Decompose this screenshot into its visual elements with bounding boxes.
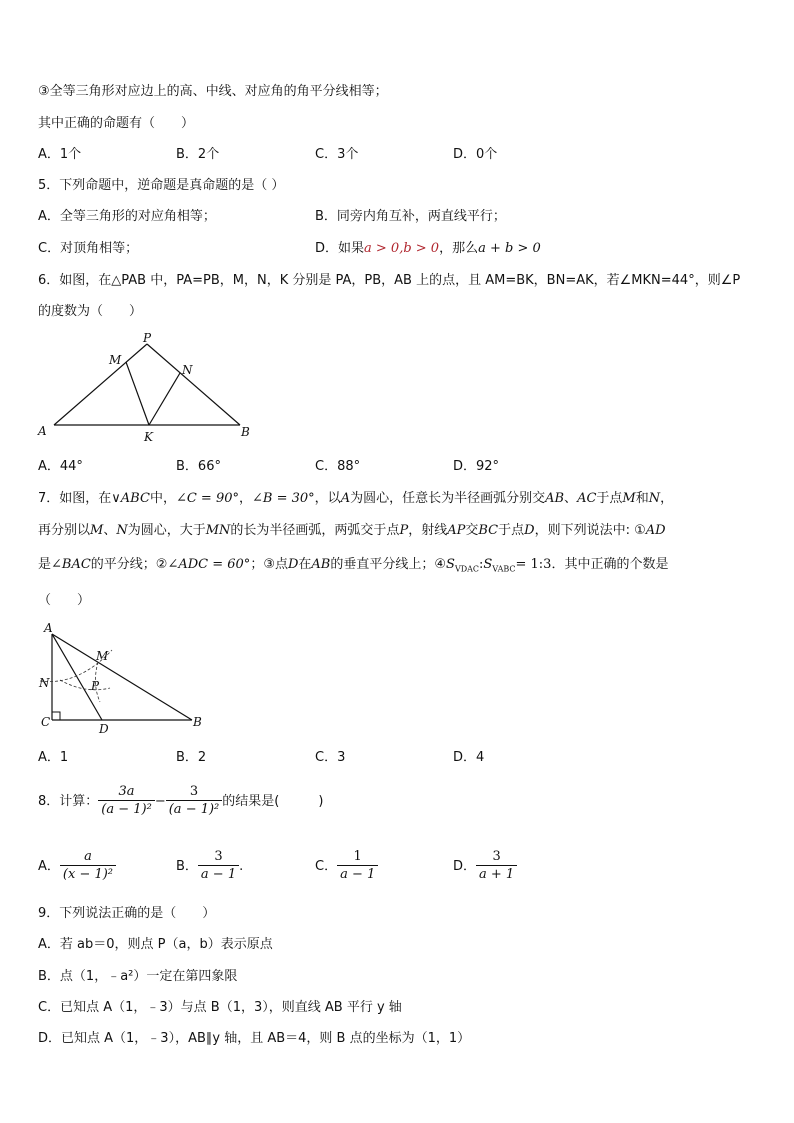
q7-text: ，以: [314, 491, 341, 506]
q6-side-pa: [54, 344, 147, 425]
q7-segment-bc: BC: [478, 523, 499, 538]
q7-option-a: A．1: [38, 750, 69, 765]
q8-option-b-label: B．: [176, 859, 198, 874]
q7-area-symbol: S: [446, 557, 455, 572]
q7-point-m: M: [622, 491, 636, 506]
q7-ray-ap: AP: [447, 523, 466, 538]
q8-option-a-denominator: (x − 1)²: [60, 865, 116, 884]
q8-option-b-numerator: 3: [214, 849, 223, 864]
q7-text: :: [479, 557, 484, 572]
q5-stem: 5．下列命题中，逆命题是真命题的是（ ）: [38, 178, 285, 193]
q8-fraction-1: [98, 784, 155, 819]
q8-fraction-2-numerator: 3: [189, 784, 199, 799]
q7-triangle-figure: [30, 620, 210, 740]
q7-triangle-abc: ∨ABC: [111, 491, 150, 506]
q6-label-b: B: [241, 425, 250, 439]
q6-side-pb: [147, 344, 240, 425]
q5-option-d-prefix: D．如果: [315, 241, 365, 256]
q6-option-d: D．92°: [453, 459, 500, 474]
q7-arc-center-m: [60, 680, 110, 690]
q7-stem-line2: [38, 522, 666, 540]
q7-text: 的垂直平分线上；④: [330, 557, 447, 572]
q6-stem-line2: 的度数为（ ）: [38, 304, 143, 319]
q7-point-m: M: [90, 523, 104, 538]
q8-option-b: [176, 847, 243, 887]
q8-option-c-denominator: a − 1: [337, 865, 378, 884]
q7-text: ；③点: [250, 557, 288, 572]
q7-right-angle-mark: [52, 712, 60, 720]
q7-text: 是: [38, 557, 52, 572]
q7-text: ．其中正确的个数是: [551, 557, 669, 572]
q3-prompt: 其中正确的命题有（ ）: [38, 116, 195, 131]
q7-angle-b: ∠B = 30°: [252, 491, 315, 506]
q7-point-d: D: [287, 557, 299, 572]
q7-segment-ab: AB: [545, 491, 565, 506]
q3-option-d: D．0个: [453, 147, 498, 162]
q7-text: 、: [103, 523, 117, 538]
q7-text: 、: [564, 491, 578, 506]
q7-label-p: P: [91, 679, 100, 693]
q7-segment-mn: MN: [205, 523, 231, 538]
q8-stem: [38, 782, 323, 822]
q8-option-b-tail: .: [239, 859, 244, 874]
q7-text: ，则下列说法中: ①: [534, 523, 646, 538]
q8-option-d-denominator: a + 1: [476, 865, 517, 884]
q8-suffix: 的结果是( ): [222, 794, 324, 809]
q8-option-a: [38, 847, 116, 887]
q8-fraction-2-denominator: (a − 1)²: [166, 800, 223, 819]
q8-option-a-numerator: a: [84, 849, 92, 864]
q6-option-c: C．88°: [315, 459, 361, 474]
q7-area-symbol: S: [483, 557, 493, 572]
q7-label-b: B: [193, 715, 202, 729]
q7-point-n: N: [648, 491, 661, 506]
q5-option-d-condition: a > 0,b > 0: [364, 241, 440, 256]
q7-stem-line3: [38, 556, 668, 579]
q8-minus: −: [154, 794, 166, 809]
q8-fraction-1-denominator: (a − 1)²: [98, 800, 155, 819]
q3-statement-3: ③全等三角形对应边上的高、中线、对应角的角平分线相等；: [38, 84, 388, 99]
q7-option-c: C．3: [315, 750, 346, 765]
q7-text: ，: [239, 491, 253, 506]
q8-option-c: [315, 847, 378, 887]
q8-fraction-2: [166, 784, 223, 819]
q3-option-a: A．1个: [38, 147, 82, 162]
q8-option-d-label: D．: [453, 859, 477, 874]
q8-option-a-label: A．: [38, 859, 60, 874]
q6-segment-kn: [149, 373, 180, 425]
q9-option-d: D．已知点 A（1，﹣3），AB∥y 轴，且 AB＝4，则 B 点的坐标为（1，1）: [38, 1031, 471, 1046]
q6-triangle-figure: [30, 330, 255, 445]
q7-segment-ac: AC: [577, 491, 597, 506]
q8-option-b-denominator: a − 1: [198, 865, 239, 884]
q9-option-c: C．已知点 A（1，﹣3）与点 B（1，3），则直线 AB 平行 y 轴: [38, 1000, 402, 1015]
q7-point-d: D: [524, 523, 535, 538]
q6-option-a: A．44°: [38, 459, 83, 474]
q7-segment-ad: AD: [645, 523, 666, 538]
q9-stem: 9．下列说法正确的是（ ）: [38, 906, 216, 921]
q5-option-b: B．同旁内角互补，两直线平行；: [315, 209, 506, 224]
q7-option-b: B．2: [176, 750, 207, 765]
q7-stem-line4: （ ）: [38, 593, 91, 608]
q7-text: 中，: [149, 491, 176, 506]
q7-text: 的平分线；②: [90, 557, 168, 572]
q7-label-a: A: [44, 621, 53, 635]
q5-option-d-conclusion: a + b > 0: [478, 241, 541, 256]
q6-label-a: A: [38, 424, 47, 438]
q7-text: ，: [660, 491, 674, 506]
q7-option-d: D．4: [453, 750, 485, 765]
q7-label-m: M: [96, 649, 109, 663]
q6-segment-mk: [126, 362, 149, 425]
q5-option-d-mid: ，那么: [439, 241, 479, 256]
q3-option-c: C．3个: [315, 147, 359, 162]
q7-text: 于点: [596, 491, 623, 506]
q6-stem-line1: 6．如图，在△PAB 中，PA=PB，M，N，K 分别是 PA，PB，AB 上的点，且 AM=BK，BN=AK，若∠MKN=44°，则∠P: [38, 273, 741, 288]
q7-text: 的长为半径画弧，两弧交于点: [230, 523, 400, 538]
q7-point-p: P: [399, 523, 409, 538]
q6-label-n: N: [182, 363, 193, 377]
q8-option-d: [453, 847, 517, 887]
q7-label-c: C: [41, 715, 51, 729]
q8-option-d-fraction: [476, 849, 517, 884]
q7-text: 为圆心，大于: [127, 523, 206, 538]
q7-label-d: D: [99, 722, 109, 736]
q7-ray-ad: [52, 634, 102, 720]
q7-text: 为圆心，任意长为半径画弧分别交: [350, 491, 546, 506]
q6-label-m: M: [109, 353, 122, 367]
q7-label-n: N: [39, 676, 50, 690]
q8-option-c-numerator: 1: [353, 849, 362, 864]
q7-point-a: A: [340, 491, 351, 506]
q7-angle-c: ∠C = 90°: [175, 491, 239, 506]
q7-text: 7．如图，在: [38, 491, 112, 506]
q7-text: 于点: [498, 523, 525, 538]
q7-text: ，射线: [408, 523, 448, 538]
q6-option-b: B．66°: [176, 459, 221, 474]
q7-area-subscript: VDAC: [454, 564, 480, 574]
q7-text: 在: [298, 557, 312, 572]
q5-option-a: A．全等三角形的对应角相等；: [38, 209, 216, 224]
q7-ratio: = 1:3: [515, 557, 552, 572]
q7-segment-ab: AB: [311, 557, 331, 572]
q8-fraction-1-numerator: 3a: [118, 784, 135, 799]
q6-label-p: P: [143, 331, 152, 345]
q7-text: 再分别以: [38, 523, 91, 538]
q8-option-b-fraction: [198, 849, 239, 884]
q7-area-subscript: VABC: [492, 564, 516, 574]
q5-option-c: C．对顶角相等；: [38, 241, 139, 256]
q9-option-a: A．若 ab＝0，则点 P（a，b）表示原点: [38, 937, 273, 952]
q7-angle-bac: ∠BAC: [51, 557, 91, 572]
q7-stem-line1: [38, 490, 673, 508]
q7-angle-adc: ∠ADC = 60°: [167, 557, 251, 572]
q3-option-b: B．2个: [176, 147, 220, 162]
q7-text: 和: [635, 491, 649, 506]
q8-option-c-fraction: [337, 849, 378, 884]
q5-option-d: [315, 240, 541, 258]
q7-text: 交: [465, 523, 479, 538]
q8-option-d-numerator: 3: [492, 849, 501, 864]
q6-label-k: K: [144, 430, 153, 444]
q8-prefix: 8．计算：: [38, 794, 99, 809]
q8-option-a-fraction: [60, 849, 116, 884]
q7-side-ab: [52, 634, 192, 720]
q9-option-b: B．点（1，﹣a²）一定在第四象限: [38, 969, 238, 984]
q7-point-n: N: [116, 523, 128, 538]
q8-option-c-label: C．: [315, 859, 338, 874]
